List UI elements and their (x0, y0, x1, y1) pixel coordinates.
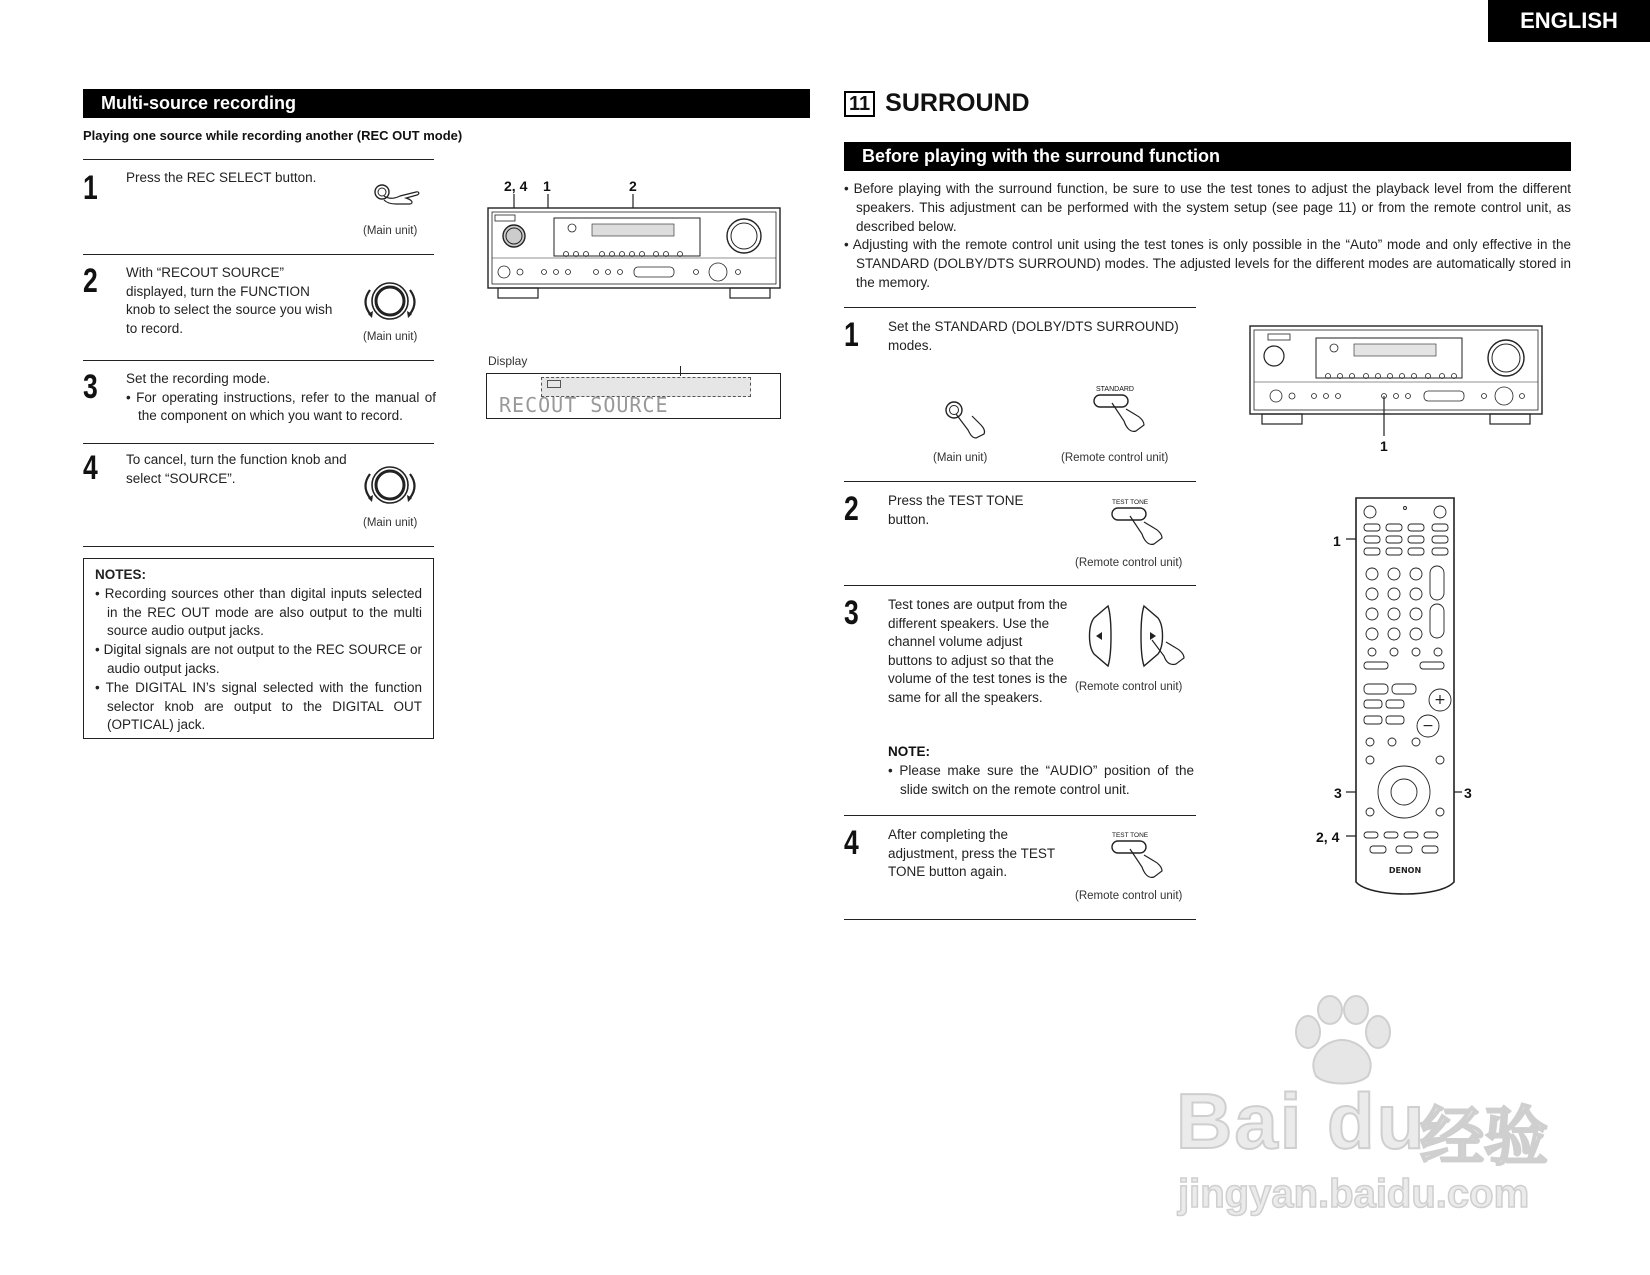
step-text: Set the STANDARD (DOLBY/DTS SURROUND) modes. (888, 319, 1179, 353)
watermark-url: jingyan.baidu.com (1178, 1172, 1530, 1216)
caption-main-unit: (Main unit) (363, 517, 418, 529)
divider (844, 481, 1196, 482)
callout-label: 1 (1380, 438, 1388, 454)
channel-volume-right-icon (1138, 604, 1188, 668)
step-text: Set the recording mode. (126, 371, 271, 386)
note-title: NOTE: (888, 744, 930, 759)
intro-bullet: • Adjusting with the remote control unit using the test tones is only possible in the “Auto” mode and only effective in the STANDARD (DOLBY/DTS SURROUND) modes. The adjusted levels for the different modes are automatically stored in the memory. (844, 237, 1571, 290)
step-text: After completing the adjustment, press the TEST TONE button again. (888, 827, 1055, 879)
step-bullet: • For operating instructions, refer to the manual of the component on which you want to record. (126, 389, 436, 423)
step-text: Press the REC SELECT button. (126, 170, 317, 185)
step-number: 4 (83, 449, 98, 487)
remote-control-unit (1340, 494, 1480, 904)
section-header-surround: Before playing with the surround function (844, 142, 1571, 171)
lcd-display (486, 373, 781, 419)
caption-remote: (Remote control unit) (1075, 557, 1183, 569)
callout-label: 3 (1334, 785, 1342, 801)
channel-volume-left-icon (1086, 604, 1116, 668)
watermark-brand: Bai du (1176, 1077, 1427, 1165)
step-number: 3 (844, 594, 859, 632)
watermark-cn: 经验 (1420, 1101, 1548, 1173)
step-text: To cancel, turn the function knob and select “SOURCE”. (126, 452, 347, 486)
note-item: • The DIGITAL IN’s signal selected with the function selector knob are output to the DIGITAL OUT (OPTICAL) jack. (95, 679, 422, 733)
step-number: 2 (844, 490, 859, 528)
divider (844, 815, 1196, 816)
divider (83, 254, 434, 255)
callout-label: 1 (543, 178, 551, 194)
rec-indicator (547, 380, 561, 388)
step-text: Press the TEST TONE button. (888, 493, 1024, 527)
section-header-multi-source: Multi-source recording (83, 89, 810, 118)
remote-brand: DENON (1388, 866, 1422, 875)
caption-remote: (Remote control unit) (1075, 681, 1183, 693)
press-button-icon (370, 176, 426, 212)
function-knob-icon (362, 278, 418, 324)
section-label: SURROUND (885, 89, 1030, 117)
left-subtitle: Playing one source while recording another (REC OUT mode) (83, 128, 463, 143)
language-tab: ENGLISH (1488, 0, 1650, 42)
step-number: 1 (844, 316, 859, 354)
callout-label: 1 (1333, 533, 1341, 549)
standard-button-icon (1090, 393, 1150, 437)
note-text: • Please make sure the “AUDIO” position of the slide switch on the remote control unit. (888, 763, 1194, 797)
button-label: STANDARD (1096, 386, 1134, 393)
receiver-front-panel (486, 194, 782, 308)
main-unit-button-icon (940, 398, 990, 442)
divider (83, 443, 434, 444)
svg-text:−: − (1422, 718, 1434, 734)
step-text-block (126, 370, 436, 426)
divider (83, 159, 434, 160)
divider (83, 360, 434, 361)
caption-remote: (Remote control unit) (1061, 452, 1169, 464)
step-number: 1 (83, 169, 98, 207)
note-item: • Digital signals are not output to the REC SOURCE or audio output jacks. (95, 642, 422, 676)
step-number: 2 (83, 262, 98, 300)
svg-text:+: + (1434, 692, 1446, 708)
step-text: With “RECOUT SOURCE” displayed, turn the FUNCTION knob to select the source you wish to record. (126, 265, 333, 336)
callout-label: 3 (1464, 785, 1472, 801)
step-number: 4 (844, 824, 859, 862)
note-item: • Recording sources other than digital inputs selected in the REC OUT mode are also output to the multi source audio output jacks. (95, 585, 422, 639)
divider (844, 585, 1196, 586)
intro-bullet: • Before playing with the surround function, be sure to use the test tones to adjust the playback level from the different speakers. This adjustment can be performed with the system setup (see page 11) or from the remote control unit, as described below. (844, 181, 1571, 234)
receiver-front-panel (1248, 324, 1544, 454)
caption-main-unit: (Main unit) (363, 331, 418, 343)
intro-text (844, 180, 1571, 293)
display-text: RECOUT SOURCE (499, 393, 669, 417)
callout-label: 2 (629, 178, 637, 194)
section-title (844, 89, 1030, 118)
button-label: TEST TONE (1112, 499, 1149, 506)
section-number: 11 (844, 91, 875, 117)
callout-label: 2, 4 (504, 178, 528, 194)
test-tone-button-icon (1108, 839, 1168, 883)
divider (83, 546, 434, 547)
function-knob-icon (362, 462, 418, 508)
paw-logo (1286, 996, 1396, 1086)
test-tone-button-icon (1108, 506, 1168, 550)
notes-title: NOTES: (95, 567, 147, 582)
callout-label: 2, 4 (1316, 829, 1340, 845)
button-label: TEST TONE (1112, 832, 1149, 839)
step-number: 3 (83, 368, 98, 406)
display-label: Display (488, 354, 528, 368)
caption-main-unit: (Main unit) (933, 452, 988, 464)
divider (844, 919, 1196, 920)
caption-remote: (Remote control unit) (1075, 890, 1183, 902)
step-text: Test tones are output from the different speakers. Use the channel volume adjust buttons to adjust so that the volume of the test tones is the same for all the speakers. (888, 597, 1068, 705)
caption-main-unit: (Main unit) (363, 225, 418, 237)
divider (844, 307, 1196, 308)
display-pointer (680, 366, 681, 376)
notes-box (83, 558, 434, 739)
